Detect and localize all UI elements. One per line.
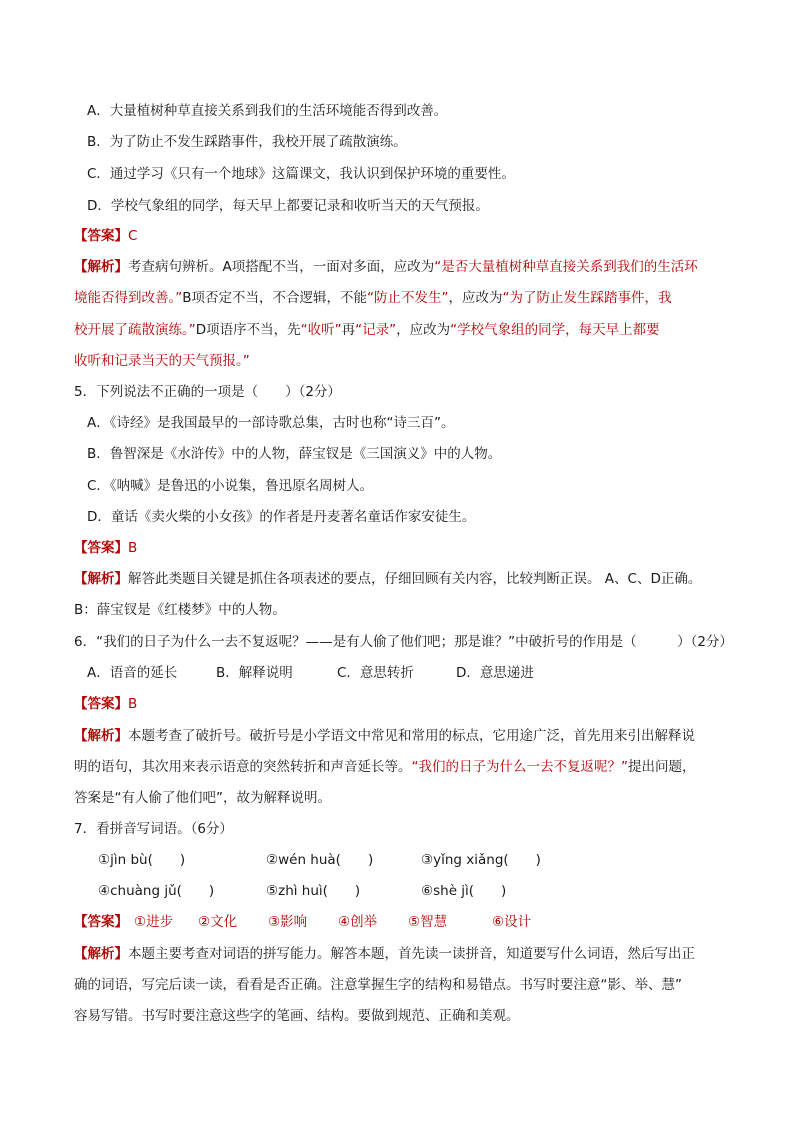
analysis-text: 本题考查了破折号。破折号是小学语文中常见和常用的标点，它用途广泛，首先用来引出解释说 xyxy=(128,728,695,744)
analysis-quote: “收听” xyxy=(300,322,342,338)
q5-stem: 5．下列说法不正确的一项是（ ）（2分） xyxy=(74,384,341,400)
q7-analysis-line-3: 容易写错。书写时要注意这些字的笔画、结构。要做到规范、正确和美观。 xyxy=(74,1008,520,1024)
q7-answer-3: ③影响 xyxy=(268,914,308,930)
analysis-text: 明的语句，其次用来表示语意的突然转折和声音延长等。 xyxy=(74,759,412,775)
q7-pinyin-6: ⑥shè jì( ) xyxy=(421,883,507,899)
q5-option-c: C．《呐喊》是鲁迅的小说集，鲁迅原名周树人。 xyxy=(87,478,374,494)
q6-answer xyxy=(74,694,137,714)
q6-stem: 6．“我们的日子为什么一去不复返呢？——是有人偷了他们吧；那是谁？”中破折号的作用是（ ）（2分） xyxy=(74,634,733,650)
q4-analysis-line-1 xyxy=(74,257,698,277)
analysis-label: 【解析】 xyxy=(74,728,128,744)
q6-option-c: C．意思转折 xyxy=(337,665,414,681)
q7-answer-6: ⑥设计 xyxy=(492,914,532,930)
q7-pinyin-2: ②wén huà( ) xyxy=(266,852,374,868)
analysis-text: 提出问题， xyxy=(628,759,696,775)
q4-option-a: A．大量植树种草直接关系到我们的生活环境能否得到改善。 xyxy=(87,103,448,119)
analysis-label: 【解析】 xyxy=(74,259,128,275)
q4-analysis-line-2 xyxy=(74,288,672,308)
analysis-quote: “记录” xyxy=(355,322,397,338)
answer-label: 【答案】 xyxy=(74,914,128,930)
q7-pinyin-5: ⑤zhì huì( ) xyxy=(266,883,361,899)
q7-analysis-line-2: 确的词语，写完后读一读，看看是否正确。注意掌握生字的结构和易错点。书写时要注意“影、举、慧” xyxy=(74,977,682,993)
answer-label: 【答案】 xyxy=(74,228,128,244)
q7-pinyin-3: ③yǐng xiǎng( ) xyxy=(421,852,541,868)
q6-option-d: D．意思递进 xyxy=(456,665,534,681)
analysis-quote: “我们的日子为什么一去不复返呢？” xyxy=(411,759,628,775)
analysis-quote: “防止不发生” xyxy=(367,290,449,306)
q7-answer-4: ④创举 xyxy=(338,914,378,930)
q6-analysis-line-1 xyxy=(74,726,695,746)
q4-answer xyxy=(74,226,137,246)
analysis-text: 考查病句辨析。A项搭配不当，一面对多面，应改为 xyxy=(128,259,435,275)
q7-answer-1: ①进步 xyxy=(134,914,174,930)
answer-value: B xyxy=(128,540,138,556)
answer-label: 【答案】 xyxy=(74,540,128,556)
answer-label: 【答案】 xyxy=(74,696,128,712)
answer-value: B xyxy=(128,696,138,712)
analysis-text: ，应改为 xyxy=(396,322,451,338)
analysis-text: 本题主要考查对词语的拼写能力。解答本题，首先读一读拼音，知道要写什么词语，然后写出正 xyxy=(128,946,695,962)
q5-answer xyxy=(74,538,137,558)
analysis-label: 【解析】 xyxy=(74,946,128,962)
analysis-text: 再 xyxy=(341,322,356,338)
analysis-text: B项否定不当，不合逻辑，不能 xyxy=(182,290,368,306)
analysis-text: 解答此类题目关键是抓住各项表述的要点，仔细回顾有关内容，比较判断正误。 A、C、D正确。 xyxy=(128,571,702,587)
q5-option-b: B．鲁智深是《水浒传》中的人物，薛宝钗是《三国演义》中的人物。 xyxy=(87,446,502,462)
answer-value: C xyxy=(128,228,138,244)
q4-option-c: C．通过学习《只有一个地球》这篇课文，我认识到保护环境的重要性。 xyxy=(87,166,515,182)
q7-pinyin-4: ④chuàng jǔ( ) xyxy=(98,883,215,899)
analysis-text: D项语序不当，先 xyxy=(195,322,301,338)
analysis-quote: 境能否得到改善。” xyxy=(74,290,183,306)
q7-pinyin-1: ①jìn bù( ) xyxy=(98,852,186,868)
analysis-quote: “学校气象组的同学，每天早上都要 xyxy=(450,322,660,338)
q7-stem: 7．看拼音写词语。（6分） xyxy=(74,821,233,837)
q5-option-d: D．童话《卖火柴的小女孩》的作者是丹麦著名童话作家安徒生。 xyxy=(87,509,476,525)
analysis-quote: “是否大量植树种草直接关系到我们的生活环 xyxy=(434,259,698,275)
q5-analysis-line-1 xyxy=(74,569,701,589)
q4-option-b: B．为了防止不发生踩踏事件，我校开展了疏散演练。 xyxy=(87,134,407,150)
q4-analysis-line-3 xyxy=(74,320,660,340)
q6-option-b: B．解释说明 xyxy=(216,665,293,681)
q7-answer-5: ⑤智慧 xyxy=(408,914,448,930)
q6-analysis-line-3: 答案是“有人偷了他们吧”，故为解释说明。 xyxy=(74,790,331,806)
analysis-quote: “为了防止发生踩踏事件，我 xyxy=(502,290,672,306)
analysis-text: ，应改为 xyxy=(448,290,503,306)
q4-analysis-line-4: 收听和记录当天的天气预报。” xyxy=(74,353,250,369)
q7-analysis-line-1 xyxy=(74,944,695,964)
q7-answer-2: ②文化 xyxy=(198,914,238,930)
q5-option-a: A．《诗经》是我国最早的一部诗歌总集，古时也称“诗三百”。 xyxy=(87,415,455,431)
q4-option-d: D．学校气象组的同学，每天早上都要记录和收听当天的天气预报。 xyxy=(87,198,489,214)
analysis-label: 【解析】 xyxy=(74,571,128,587)
q6-analysis-line-2 xyxy=(74,757,696,777)
analysis-quote: 校开展了疏散演练。” xyxy=(74,322,196,338)
q7-answer xyxy=(74,912,128,932)
q6-option-a: A．语音的延长 xyxy=(87,665,178,681)
q5-analysis-line-2: B：薛宝钗是《红楼梦》中的人物。 xyxy=(74,602,286,618)
